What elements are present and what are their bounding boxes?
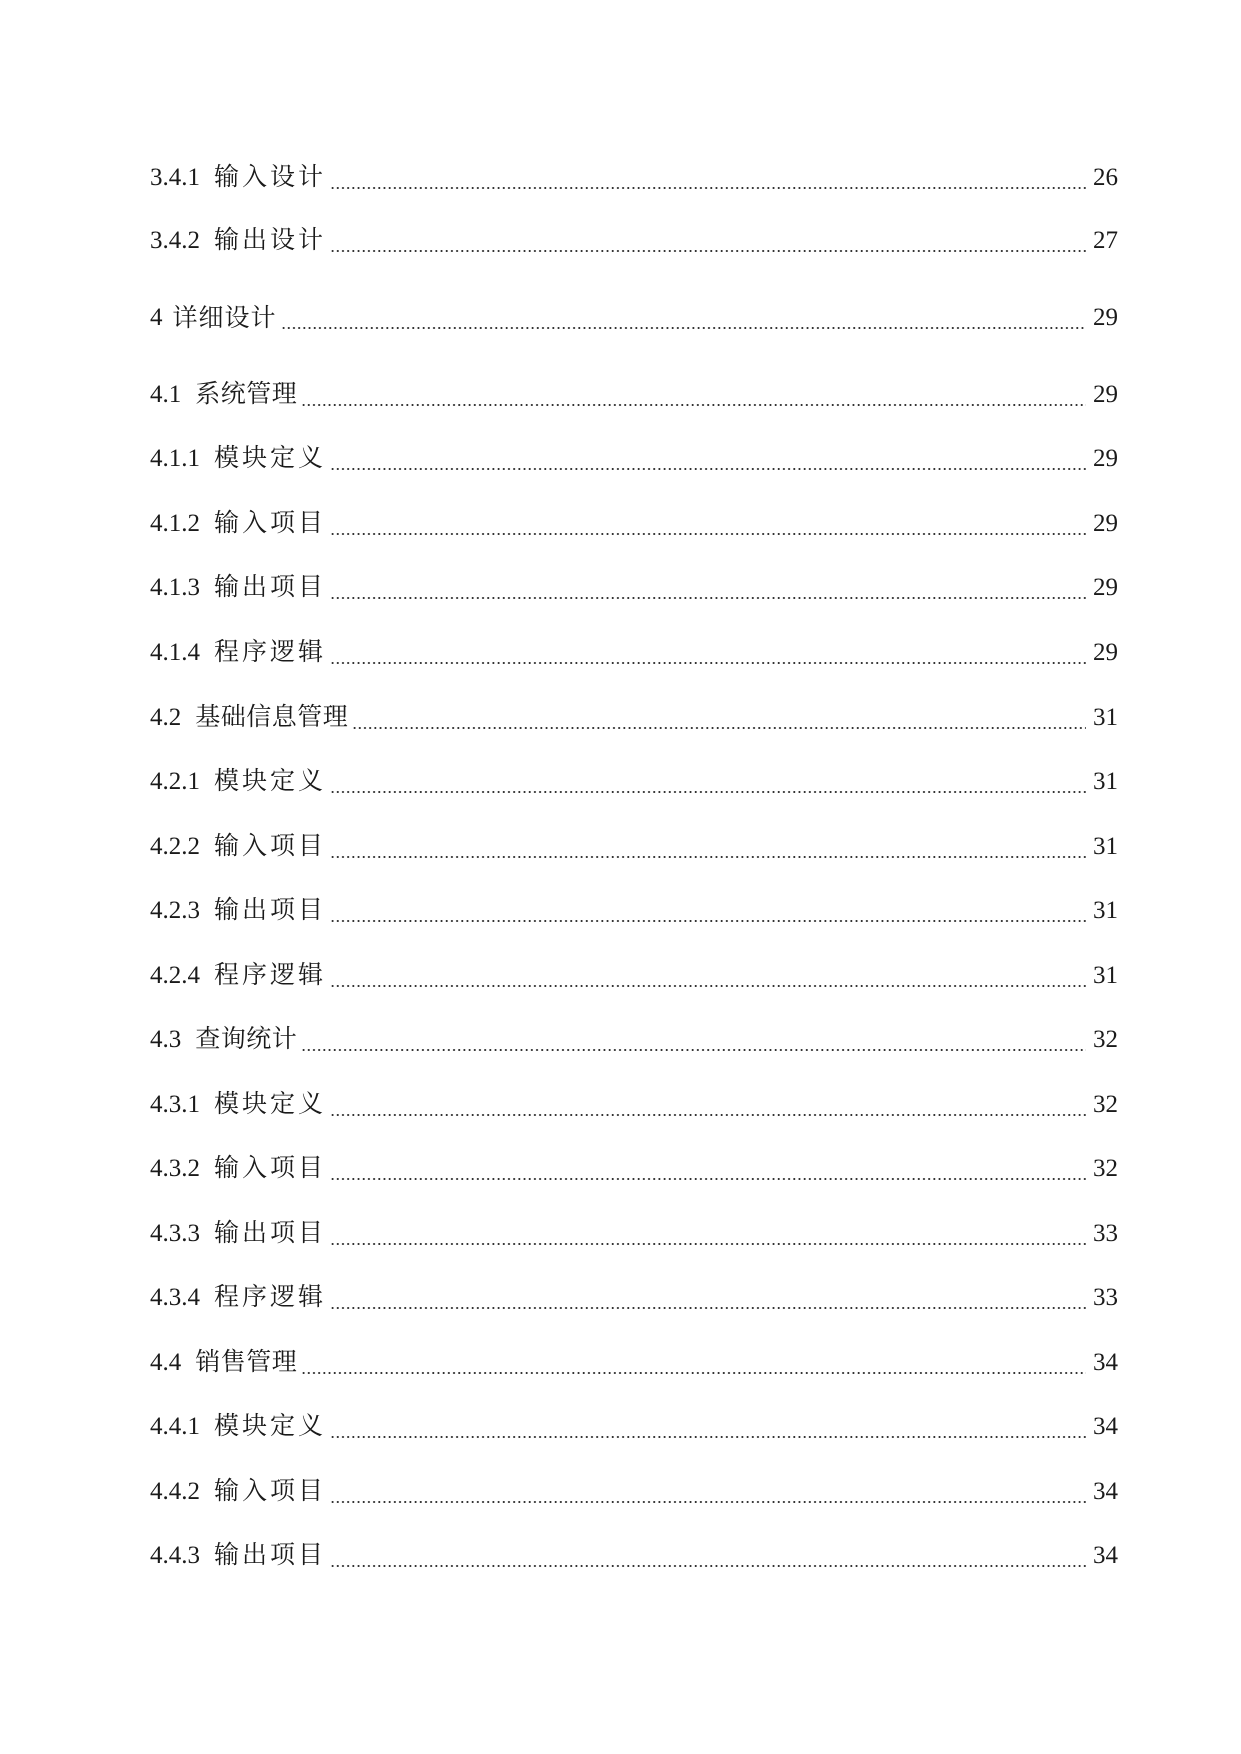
toc-entry[interactable] — [150, 1149, 1118, 1189]
toc-entry-number: 4.1.3 — [150, 574, 200, 601]
toc-dot-leader — [330, 633, 1086, 673]
toc-entry-title: 模块定义 — [214, 1413, 327, 1440]
toc-entry-title: 输出项目 — [214, 897, 327, 924]
toc-entry-number: 4.3.1 — [150, 1091, 200, 1118]
toc-entry[interactable] — [150, 956, 1118, 996]
toc-entry-title: 程序逻辑 — [214, 639, 327, 666]
toc-entry-title: 输入项目 — [214, 833, 327, 860]
toc-entry-page: 33 — [1093, 1284, 1118, 1311]
toc-entry-page: 31 — [1093, 897, 1118, 924]
toc-entry-number: 4.3.2 — [150, 1155, 200, 1182]
toc-entry-page: 34 — [1093, 1478, 1118, 1505]
toc-dot-leader — [330, 504, 1086, 544]
toc-entry-title: 系统管理 — [195, 381, 298, 408]
toc-entry-title: 输出项目 — [214, 574, 327, 601]
toc-entry-number: 4.3 — [150, 1026, 182, 1053]
toc-entry-title: 基础信息管理 — [195, 704, 349, 731]
toc-entry[interactable] — [150, 633, 1118, 673]
toc-entry-page: 29 — [1093, 510, 1118, 537]
toc-entry[interactable] — [150, 891, 1118, 931]
toc-entry[interactable] — [150, 1536, 1118, 1576]
toc-entry-page: 29 — [1093, 574, 1118, 601]
toc-entry-number: 4 — [150, 304, 163, 331]
toc-entry-number: 3.4.2 — [150, 227, 200, 254]
toc-entry[interactable] — [150, 1214, 1118, 1254]
toc-entry[interactable] — [150, 1472, 1118, 1512]
toc-entry-title: 模块定义 — [214, 1091, 327, 1118]
toc-dot-leader — [330, 956, 1086, 996]
toc-entry[interactable] — [150, 1278, 1118, 1318]
toc-dot-leader — [330, 1278, 1086, 1318]
toc-entry-title: 输出设计 — [214, 227, 327, 254]
toc-entry-number: 4.2.4 — [150, 962, 200, 989]
toc-entry-title: 输入项目 — [214, 1478, 327, 1505]
toc-entry-number: 4.1 — [150, 381, 182, 408]
toc-entry-page: 34 — [1093, 1542, 1118, 1569]
toc-section-entry[interactable] — [150, 1020, 1118, 1060]
toc-dot-leader — [330, 1214, 1086, 1254]
toc-entry-number: 4.2.2 — [150, 833, 200, 860]
toc-entry-number: 4.2.1 — [150, 768, 200, 795]
toc-entry-page: 31 — [1093, 962, 1118, 989]
toc-entry-title: 输入项目 — [214, 1155, 327, 1182]
toc-section-entry[interactable] — [150, 698, 1118, 738]
toc-entry-number: 4.4.1 — [150, 1413, 200, 1440]
toc-entry-title: 模块定义 — [214, 445, 327, 472]
toc-entry-page: 33 — [1093, 1220, 1118, 1247]
toc-entry-title: 输入项目 — [214, 510, 327, 537]
toc-dot-leader — [330, 158, 1086, 198]
toc-chapter-entry[interactable] — [150, 298, 1118, 338]
toc-entry-title: 输出项目 — [214, 1542, 327, 1569]
toc-dot-leader — [330, 221, 1086, 261]
toc-dot-leader — [330, 1536, 1086, 1576]
toc-entry-page: 32 — [1093, 1091, 1118, 1118]
toc-entry-number: 4.1.4 — [150, 639, 200, 666]
toc-entry-title: 输出项目 — [214, 1220, 327, 1247]
toc-entry-page: 32 — [1093, 1026, 1118, 1053]
toc-entry[interactable] — [150, 504, 1118, 544]
toc-entry-page: 29 — [1093, 445, 1118, 472]
toc-entry[interactable] — [150, 439, 1118, 479]
toc-entry-page: 31 — [1093, 833, 1118, 860]
toc-dot-leader — [352, 698, 1086, 738]
toc-entry-number: 4.1.2 — [150, 510, 200, 537]
toc-dot-leader — [281, 298, 1086, 338]
toc-dot-leader — [301, 375, 1086, 415]
toc-entry-number: 4.4.3 — [150, 1542, 200, 1569]
toc-entry-title: 详细设计 — [172, 303, 277, 332]
toc-entry-title: 程序逻辑 — [214, 962, 327, 989]
toc-dot-leader — [330, 1149, 1086, 1189]
toc-entry[interactable] — [150, 568, 1118, 608]
toc-entry-page: 31 — [1093, 768, 1118, 795]
toc-entry[interactable] — [150, 827, 1118, 867]
toc-entry-number: 4.4.2 — [150, 1478, 200, 1505]
toc-entry-number: 4.3.4 — [150, 1284, 200, 1311]
toc-entry-title: 输入设计 — [214, 164, 327, 191]
toc-entry-page: 32 — [1093, 1155, 1118, 1182]
toc-dot-leader — [301, 1020, 1086, 1060]
toc-entry-number: 3.4.1 — [150, 164, 200, 191]
toc-entry-page: 26 — [1093, 164, 1118, 191]
toc-entry-title: 查询统计 — [195, 1026, 298, 1053]
toc-entry-title: 程序逻辑 — [214, 1284, 327, 1311]
toc-dot-leader — [330, 891, 1086, 931]
toc-dot-leader — [330, 1407, 1086, 1447]
toc-entry[interactable] — [150, 1407, 1118, 1447]
toc-entry-page: 29 — [1093, 381, 1118, 408]
toc-entry-page: 27 — [1093, 227, 1118, 254]
toc-section-entry[interactable] — [150, 375, 1118, 415]
toc-entry-number: 4.2.3 — [150, 897, 200, 924]
toc-entry-title: 模块定义 — [214, 768, 327, 795]
toc-entry-page: 31 — [1093, 704, 1118, 731]
toc-entry[interactable] — [150, 1085, 1118, 1125]
toc-entry-number: 4.1.1 — [150, 445, 200, 472]
toc-dot-leader — [330, 568, 1086, 608]
toc-entry-number: 4.2 — [150, 704, 182, 731]
toc-dot-leader — [330, 439, 1086, 479]
toc-entry[interactable] — [150, 221, 1118, 261]
toc-entry-page: 29 — [1093, 304, 1118, 331]
toc-entry-page: 34 — [1093, 1413, 1118, 1440]
toc-entry-number: 4.4 — [150, 1349, 182, 1376]
toc-entry[interactable] — [150, 762, 1118, 802]
toc-entry-title: 销售管理 — [195, 1349, 298, 1376]
toc-entry[interactable] — [150, 158, 1118, 198]
toc-entry-number: 4.3.3 — [150, 1220, 200, 1247]
toc-entry-page: 34 — [1093, 1349, 1118, 1376]
toc-section-entry[interactable] — [150, 1343, 1118, 1383]
toc-dot-leader — [330, 762, 1086, 802]
toc-dot-leader — [330, 827, 1086, 867]
toc-dot-leader — [330, 1085, 1086, 1125]
toc-dot-leader — [301, 1343, 1086, 1383]
toc-entry-page: 29 — [1093, 639, 1118, 666]
toc-dot-leader — [330, 1472, 1086, 1512]
